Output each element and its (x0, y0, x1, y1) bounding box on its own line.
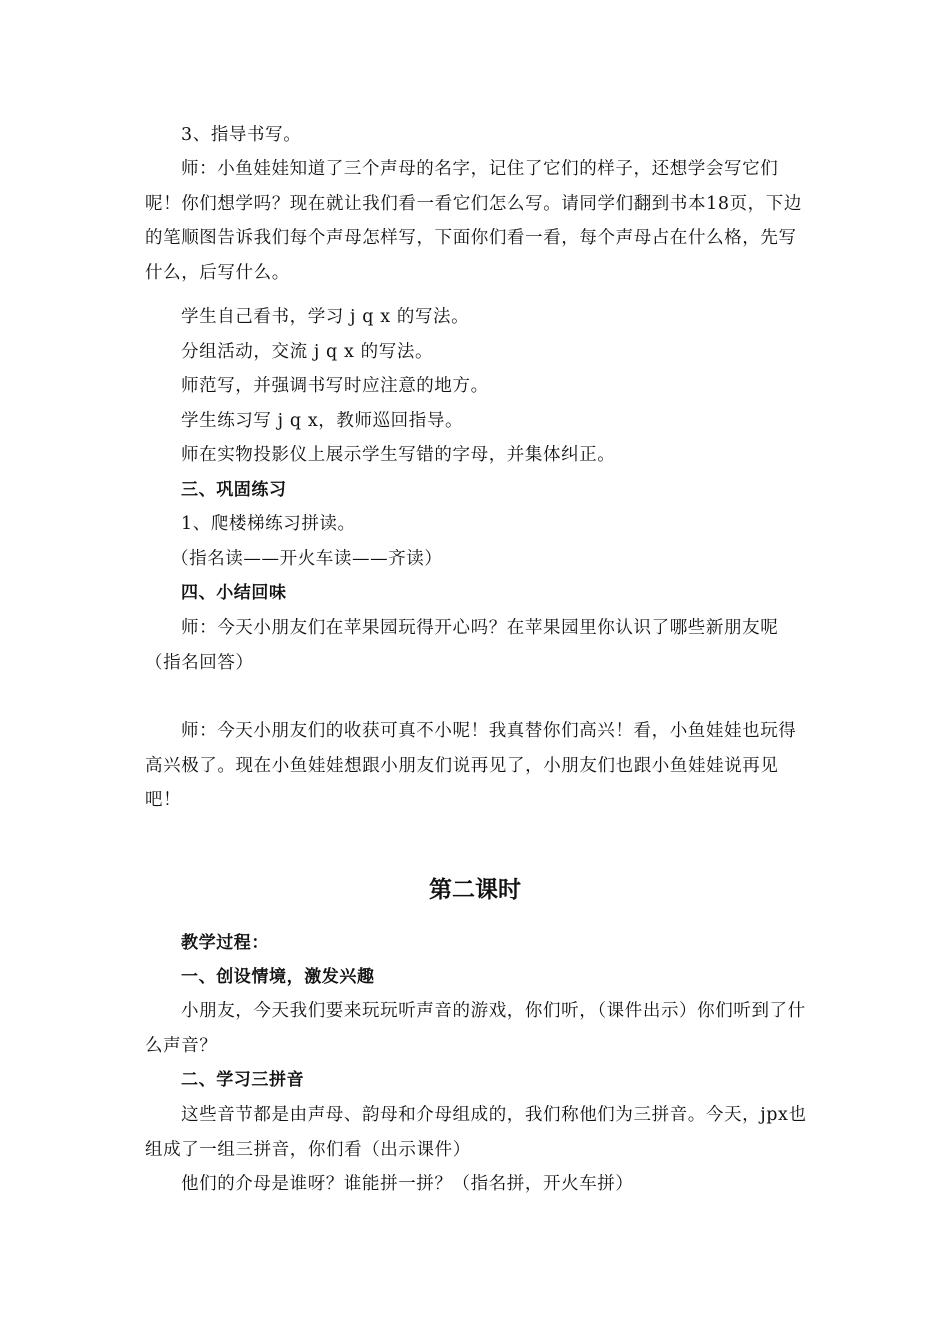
paragraph-self-study: 学生自己看书，学习 j q x 的写法。 (181, 307, 470, 327)
paragraph-teacher-writing: 师：小鱼娃娃知道了三个声母的名字，记住了它们的样子，还想学会写它们呢！你们想学吗？现在就让我们看一看它们怎么写。请同学们翻到书本18页，下边的笔顺图告诉我们每个声母怎样写，下面你们看一看，每个声母占在什么格，先写什么，后写什么。 (145, 159, 802, 283)
paragraph-reading-order: （指名读——开火车读——齐读） (171, 549, 443, 569)
paragraph-demo-writing: 师范写，并强调书写时应注意的地方。 (181, 376, 489, 396)
paragraph-practice: 学生练习写 j q x，教师巡回指导。 (181, 411, 464, 431)
paragraph-step3: 3、指导书写。 (181, 125, 302, 145)
paragraph-syllables: 这些音节都是由声母、韵母和介母组成的，我们称他们为三拼音。今天，jpx也组成了一组三拼音，你们看（出示课件） (145, 1105, 807, 1160)
paragraph-ladder: 1、爬楼梯练习拼读。 (181, 514, 356, 534)
paragraph-sound-game: 小朋友，今天我们要来玩玩听声音的游戏，你们听，（课件出示）你们听到了什么声音？ (145, 1001, 806, 1056)
paragraph-group-activity: 分组活动，交流 j q x 的写法。 (181, 342, 434, 362)
paragraph-farewell: 师：今天小朋友们的收获可真不小呢！我真替你们高兴！看，小鱼娃娃也玩得高兴极了。现在小鱼娃娃想跟小朋友们说再见了，小朋友们也跟小鱼娃娃说再见吧！ (145, 721, 797, 810)
heading-summary: 四、小结回味 (181, 583, 287, 603)
heading-triple-pinyin: 二、学习三拼音 (181, 1070, 305, 1090)
paragraph-summary-question: 师：今天小朋友们在苹果园玩得开心吗？在苹果园里你认识了哪些新朋友呢（指名回答） (145, 618, 779, 673)
paragraph-correction: 师在实物投影仪上展示学生写错的字母，并集体纠正。 (181, 445, 616, 465)
heading-teaching-process: 教学过程： (181, 933, 269, 953)
section-title: 第二课时 (429, 877, 521, 903)
heading-consolidation: 三、巩固练习 (181, 480, 287, 500)
paragraph-medial: 他们的介母是谁呀？谁能拼一拼？（指名拼，开火车拼） (181, 1174, 634, 1194)
heading-scenario: 一、创设情境，激发兴趣 (181, 967, 375, 987)
